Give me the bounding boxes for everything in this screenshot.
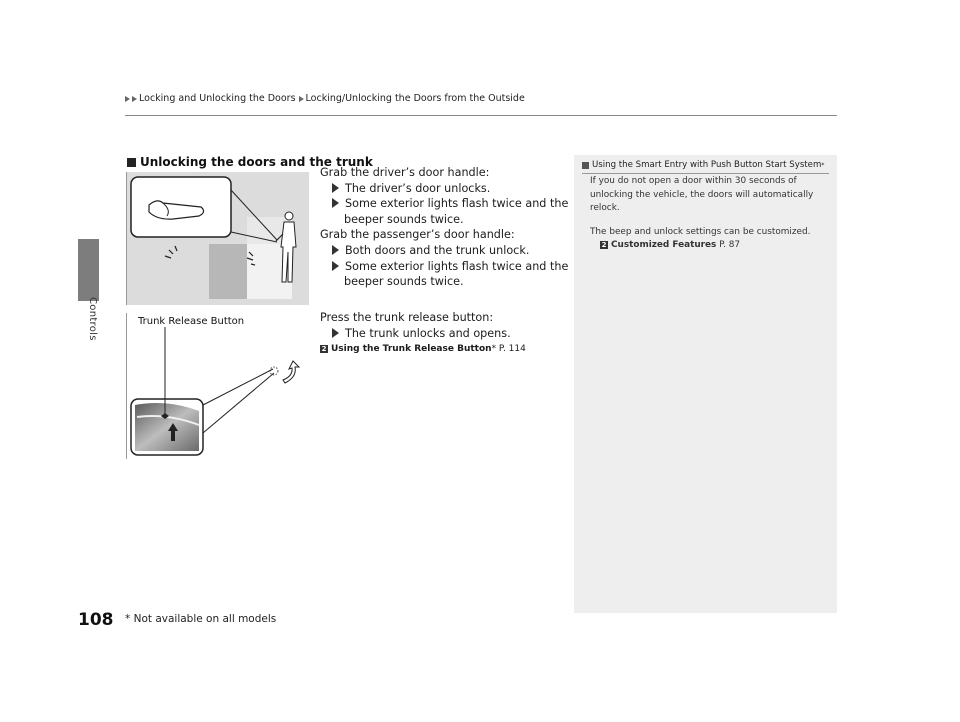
header-divider [125, 115, 837, 116]
page-reference-icon: 2 [601, 241, 607, 249]
right-arrow-icon [332, 183, 339, 193]
triangle-icon [132, 96, 137, 102]
section-heading-text: Unlocking the doors and the trunk [140, 155, 373, 169]
page-reference-icon: 2 [321, 345, 327, 354]
result-line: The driver’s door unlocks. [320, 181, 568, 197]
door-handle-illustration [126, 172, 309, 305]
right-arrow-icon [332, 328, 339, 338]
page-number: 108 [78, 610, 114, 630]
right-arrow-icon [332, 261, 339, 271]
result-line: The trunk unlocks and opens. [320, 326, 526, 342]
result-line: Some exterior lights flash twice and the [320, 196, 568, 212]
result-line: Both doors and the trunk unlock. [320, 243, 568, 259]
instruction-step: Grab the passenger’s door handle: [320, 228, 515, 242]
triangle-icon [299, 96, 304, 102]
instruction-step: Press the trunk release button: [320, 311, 494, 324]
instruction-block-2 [320, 310, 526, 358]
breadcrumb-item-2[interactable]: Locking/Unlocking the Doors from the Outside [305, 93, 525, 104]
trunk-release-drawing [127, 313, 309, 459]
sidebar-heading: Using the Smart Entry with Push Button Start System * [582, 160, 824, 170]
sidebar-page-reference[interactable]: 2 Customized Features P. 87 [601, 240, 741, 250]
notes-sidebar [574, 155, 837, 613]
result-line: Some exterior lights flash twice and the [320, 259, 568, 275]
triangle-icon [125, 96, 130, 102]
square-bullet-icon [127, 158, 136, 167]
instruction-block-1 [320, 165, 568, 290]
note-marker-icon [582, 162, 589, 169]
instruction-step: Grab the driver’s door handle: [320, 166, 490, 179]
figure-callout-label: Trunk Release Button [138, 316, 245, 327]
chapter-label: Controls [87, 297, 98, 341]
chapter-tab [78, 239, 99, 301]
sidebar-divider [582, 173, 829, 174]
sidebar-body [590, 175, 828, 253]
result-line-continued: beeper sounds twice. [344, 275, 464, 289]
result-line-continued: beeper sounds twice. [344, 212, 464, 226]
breadcrumb [125, 93, 525, 104]
right-arrow-icon [332, 198, 339, 208]
door-handle-drawing [127, 172, 309, 305]
sidebar-paragraph: The beep and unlock settings can be customized. [590, 226, 811, 237]
sidebar-paragraph: If you do not open a door within 30 seconds of unlocking the vehicle, the doors will automatically relock. [590, 176, 814, 213]
breadcrumb-item-1[interactable]: Locking and Unlocking the Doors [139, 93, 296, 104]
trunk-release-illustration [126, 313, 309, 459]
page-reference-link[interactable]: 2 Using the Trunk Release Button* P. 114 [321, 344, 526, 355]
footnote: * Not available on all models [125, 613, 277, 625]
right-arrow-icon [332, 245, 339, 255]
